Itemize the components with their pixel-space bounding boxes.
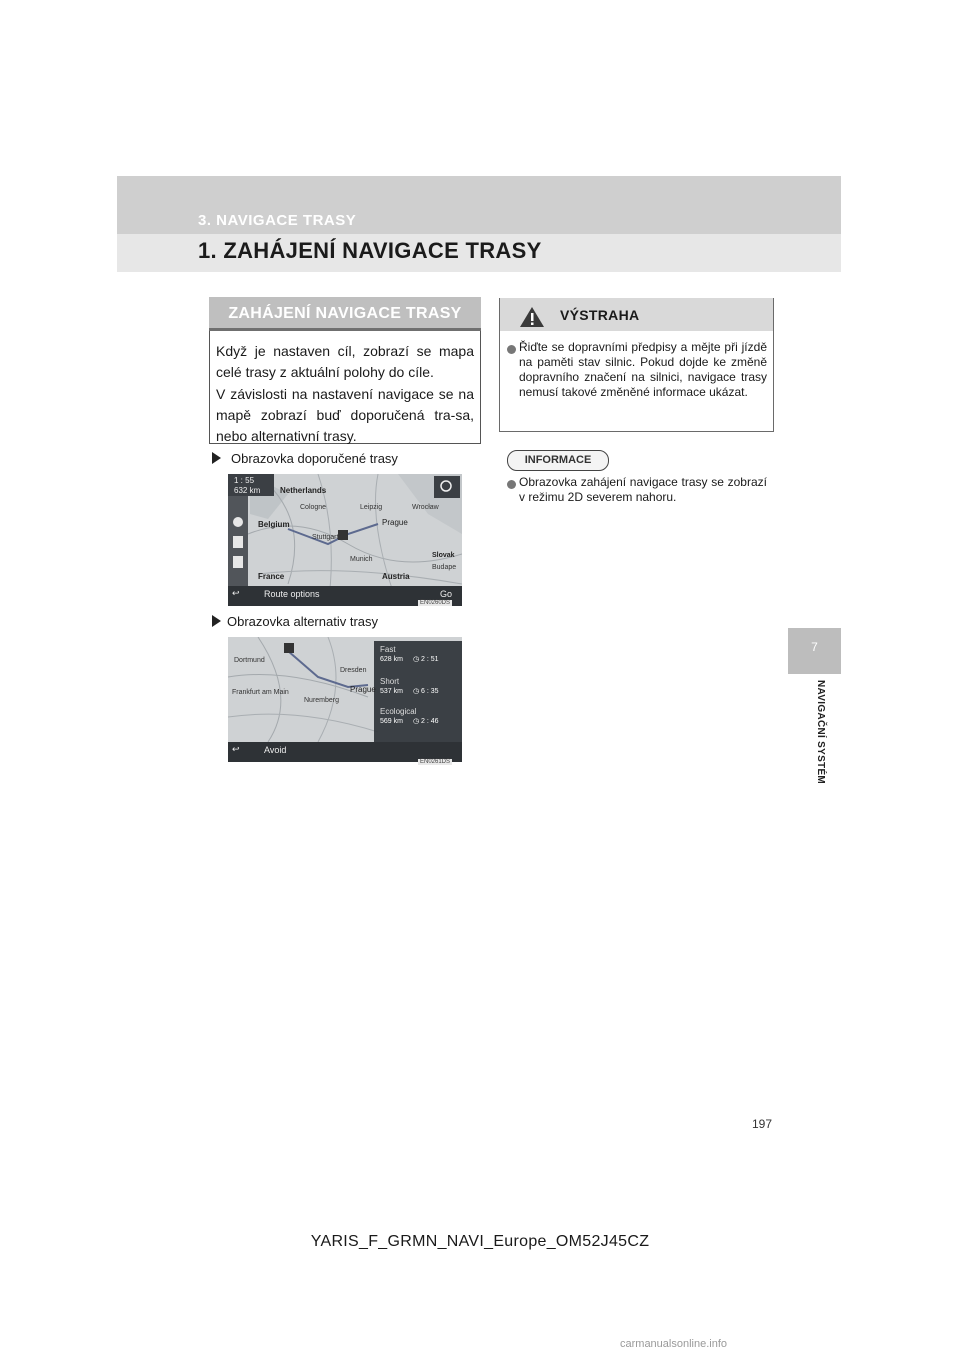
left-box-paragraph-2: V závislosti na nastavení navigace se na mapě zobrazí buď doporučená tra-sa, nebo alternativní trasy. (216, 386, 474, 444)
back-arrow-icon[interactable]: ↩ (232, 588, 240, 598)
triangle-bullet-icon (212, 452, 221, 464)
bullet-dot-icon (507, 345, 516, 354)
back-arrow-icon[interactable]: ↩ (232, 744, 240, 754)
left-box-body (209, 331, 481, 444)
caption-recommended-text: Obrazovka doporučené trasy (231, 451, 398, 466)
info-text: Obrazovka zahájení navigace trasy se zobrazí v režimu 2D severem nahoru. (519, 475, 767, 504)
route-option-km: 537 (380, 688, 392, 695)
map-label: France (258, 572, 285, 581)
watermark: carmanualsonline.info (620, 1338, 728, 1350)
caption-recommended (212, 451, 398, 466)
map-label: Budape (432, 564, 457, 571)
route-option-short[interactable] (380, 677, 460, 695)
recommended-route-screenshot (228, 474, 462, 606)
route-option-unit: km (393, 688, 403, 695)
route-option-km: 628 (380, 656, 392, 663)
document-id: YARIS_F_GRMN_NAVI_Europe_OM52J45CZ (310, 1233, 650, 1250)
image-code: EN0261DS (420, 759, 451, 765)
image-code: EN0260DS (420, 600, 451, 606)
caption-alternatives-text: Obrazovka alternativ trasy (227, 614, 379, 629)
time-readout: 1 : 55 (234, 476, 255, 485)
clock-icon: ◷ (412, 688, 420, 695)
map-label: Leipzig (360, 504, 383, 511)
warning-body (507, 340, 767, 400)
route-option-name: Fast (380, 645, 396, 654)
bullet-dot-icon (507, 480, 516, 489)
avoid-button[interactable]: Avoid (264, 745, 287, 755)
map-label: Wrocław (412, 504, 439, 511)
map-label: Austria (382, 572, 410, 581)
clock-icon: ◷ (412, 718, 420, 725)
route-option-time: 2 : 51 (421, 656, 439, 663)
warning-triangle-icon (519, 306, 545, 333)
left-box-title: ZAHÁJENÍ NAVIGACE TRASY (209, 297, 481, 331)
map-label: Nuremberg (304, 697, 340, 704)
caption-alternatives (212, 614, 378, 629)
route-option-unit: km (393, 656, 403, 663)
route-option-ecological[interactable] (380, 707, 460, 725)
distance-readout: 632 km (234, 486, 261, 495)
left-box-paragraph-1: Když je nastaven cíl, zobrazí se mapa celé trasy z aktuální polohy do cíle. (216, 343, 474, 380)
map-label: Netherlands (280, 486, 327, 495)
chapter-title: NAVIGAČNÍ SYSTÉM (815, 680, 826, 785)
map-label: Frankfurt am Main (232, 689, 289, 696)
warning-title: VÝSTRAHA (560, 307, 640, 323)
triangle-bullet-icon (212, 615, 221, 627)
map-label: Prague (350, 685, 376, 694)
go-button[interactable]: Go (440, 589, 453, 599)
chapter-number: 7 (811, 640, 818, 654)
map-label: Munich (350, 556, 373, 563)
map-label: Dortmund (234, 657, 265, 664)
map-label: Stuttgart (312, 534, 339, 541)
map-label: Dresden (340, 667, 367, 674)
map-label: Slovak (432, 552, 455, 559)
map-label: Prague (382, 518, 408, 527)
route-option-name: Ecological (380, 707, 417, 716)
route-option-time: 2 : 46 (421, 718, 439, 725)
clock-icon: ◷ (412, 656, 420, 663)
alternative-routes-screenshot (228, 637, 462, 762)
info-body (507, 475, 767, 505)
route-option-km: 569 (380, 718, 392, 725)
route-option-time: 6 : 35 (421, 688, 439, 695)
map-label: Cologne (300, 504, 327, 511)
info-label: INFORMACE (507, 450, 609, 471)
page-number: 197 (752, 1117, 773, 1131)
route-option-fast[interactable] (380, 645, 460, 663)
route-option-name: Short (380, 677, 400, 686)
warning-text: Řiďte se dopravními předpisy a mějte při jízdě na paměti stav silnic. Pokud dojde ke změně dopravního značení na silnici, navigace trasy nemusí takové změněné informace ukázat. (519, 340, 767, 399)
route-option-unit: km (393, 718, 403, 725)
section-label: 3. NAVIGACE TRASY (198, 212, 357, 229)
map-label: Belgium (258, 520, 290, 529)
route-options-button[interactable]: Route options (264, 589, 320, 599)
page-title: 1. ZAHÁJENÍ NAVIGACE TRASY (198, 238, 542, 263)
